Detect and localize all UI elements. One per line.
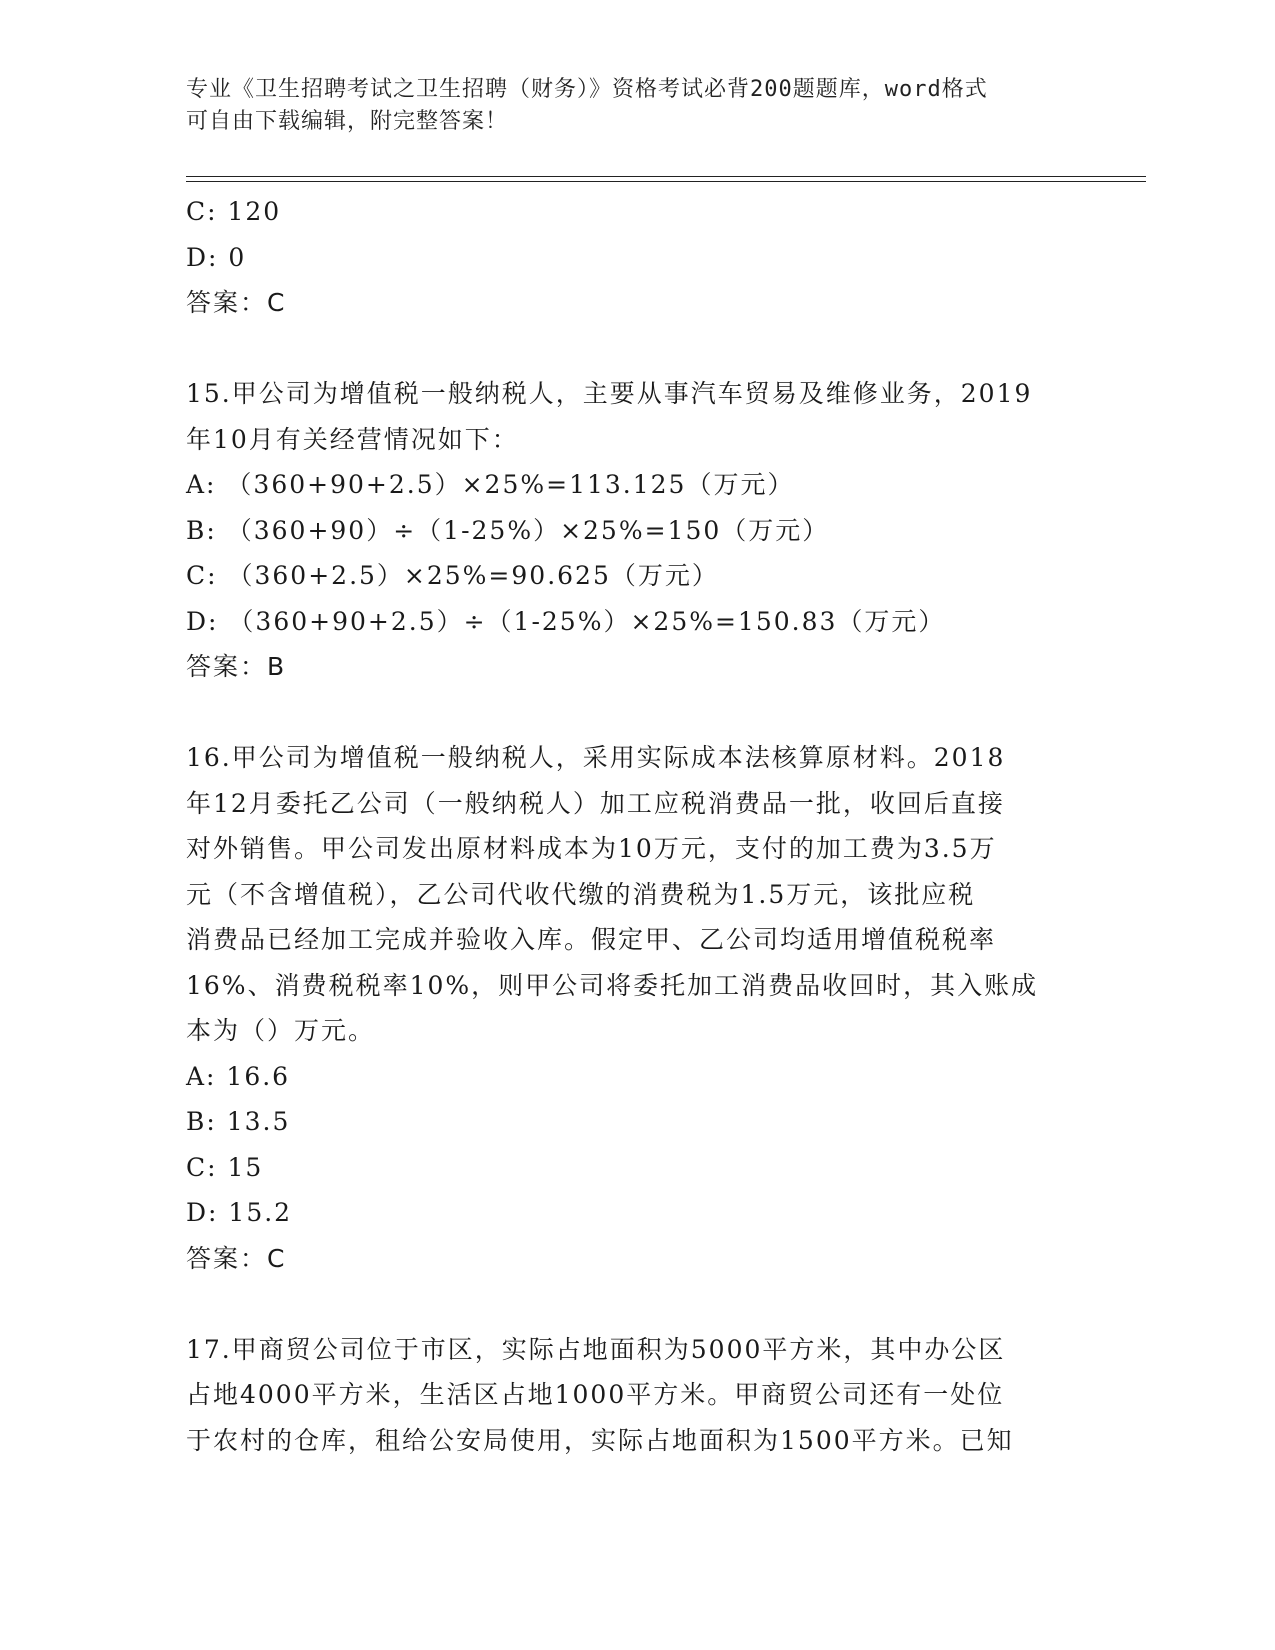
document-body	[186, 189, 1066, 1463]
option-d: D: （360+90+2.5）÷（1-25%）×25%=150.83（万元）	[186, 606, 946, 636]
question-stem-line: 于农村的仓库，租给公安局使用，实际占地面积为1500平方米。已知	[186, 1425, 1014, 1455]
option-b: B: （360+90）÷（1-25%）×25%=150（万元）	[186, 515, 830, 545]
question-stem-line: 年10月有关经营情况如下：	[186, 424, 519, 454]
answer-line: 答案：C	[186, 288, 287, 317]
question-stem-line: 16%、消费税税率10%，则甲公司将委托加工消费品收回时，其入账成	[186, 970, 1039, 1000]
option-a: A: （360+90+2.5）×25%=113.125（万元）	[186, 470, 795, 499]
question-15	[186, 371, 1066, 690]
question-17	[186, 1327, 1066, 1464]
question-stem-line: 16.甲公司为增值税一般纳税人，采用实际成本法核算原材料。2018	[186, 743, 1006, 772]
question-16	[186, 735, 1066, 1281]
question-14-tail	[186, 189, 1066, 326]
spacer	[186, 1281, 1066, 1327]
question-stem-line: 占地4000平方米，生活区占地1000平方米。甲商贸公司还有一处位	[186, 1380, 1005, 1409]
document-header	[186, 74, 1066, 138]
answer-line: 答案：B	[186, 652, 287, 681]
question-stem-line: 15.甲公司为增值税一般纳税人，主要从事汽车贸易及维修业务，2019	[186, 379, 1033, 408]
option-b: B: 13.5	[186, 1107, 291, 1136]
header-rule-bottom	[186, 181, 1146, 182]
question-stem-line: 对外销售。甲公司发出原材料成本为10万元，支付的加工费为3.5万	[186, 834, 997, 863]
option-c: C: 15	[186, 1152, 264, 1182]
question-stem-line: 本为（）万元。	[186, 1016, 376, 1045]
question-stem-line: 消费品已经加工完成并验收入库。假定甲、乙公司均适用增值税税率	[186, 925, 997, 954]
header-line-2: 可自由下载编辑，附完整答案！	[186, 109, 509, 134]
question-stem-line: 元（不含增值税），乙公司代收代缴的消费税为1.5万元，该批应税	[186, 879, 976, 909]
header-rule-top	[186, 176, 1146, 177]
option-d: D: 0	[186, 242, 247, 272]
question-stem-line: 年12月委托乙公司（一般纳税人）加工应税消费品一批，收回后直接	[186, 788, 1005, 818]
question-stem-line: 17.甲商贸公司位于市区，实际占地面积为5000平方米，其中办公区	[186, 1334, 1006, 1364]
spacer	[186, 326, 1066, 372]
option-d: D: 15.2	[186, 1198, 293, 1227]
answer-line: 答案：C	[186, 1243, 287, 1273]
header-line-1: 专业《卫生招聘考试之卫生招聘（财务）》资格考试必背200题题库，word格式	[186, 77, 988, 102]
option-c: C: 120	[186, 197, 282, 226]
option-c: C: （360+2.5）×25%=90.625（万元）	[186, 561, 719, 590]
spacer	[186, 690, 1066, 736]
option-a: A: 16.6	[186, 1061, 291, 1091]
